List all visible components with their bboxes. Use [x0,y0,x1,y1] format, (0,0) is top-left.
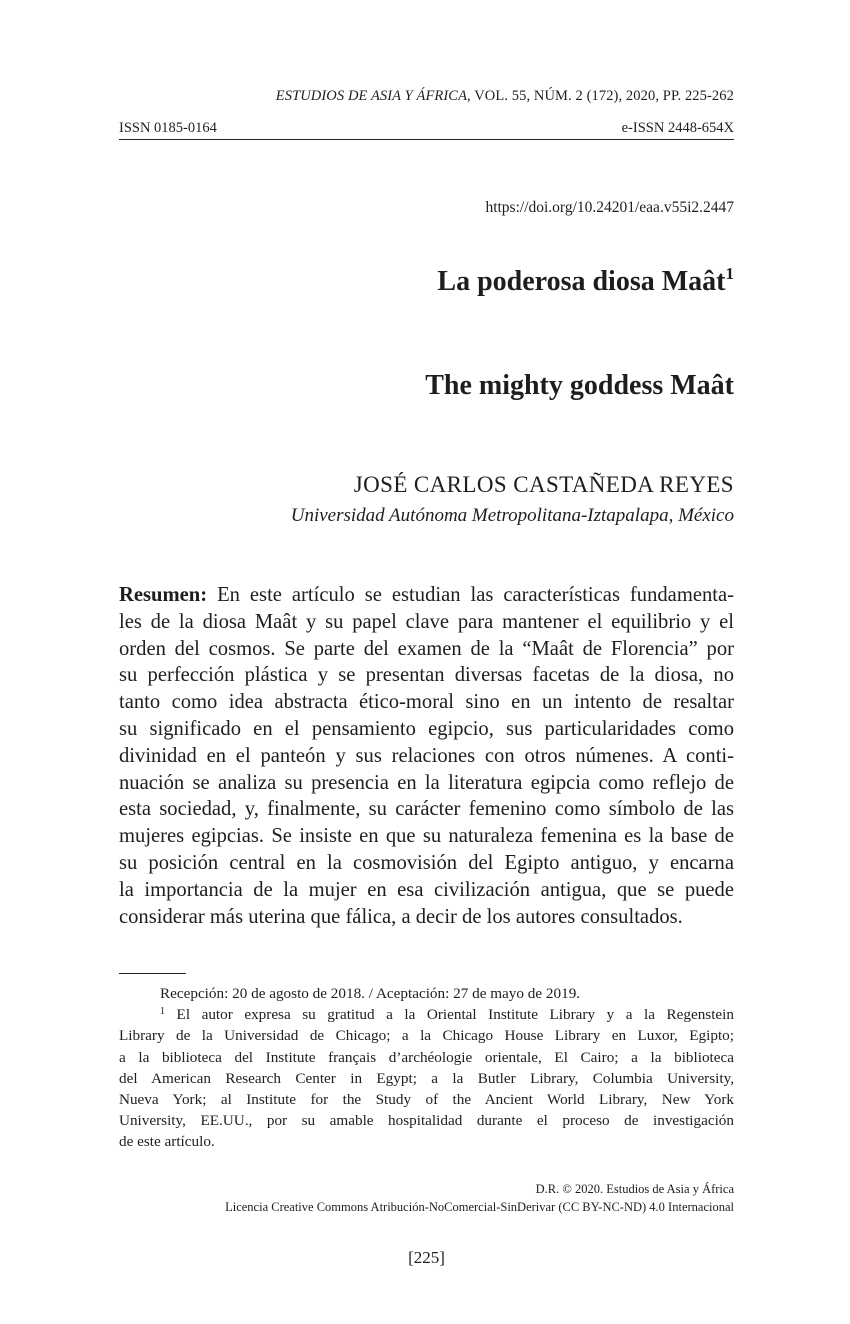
abstract-line: tanto como idea abstracta ético-moral sino en un intento de resaltar [119,691,734,714]
abstract-line: mujeres egipcias. Se insiste en que su naturaleza femenina es la base de [119,825,734,848]
journal-volume-info: , VOL. 55, NÚM. 2 (172), 2020, PP. 225-262 [467,88,734,104]
author-name: JOSÉ CARLOS CASTAÑEDA REYES [353,472,734,497]
footnote-line: a la biblioteca del Institute français d’archéologie orientale, El Cairo; a la biblioteca [119,1048,734,1066]
eissn: e-ISSN 2448-654X [621,120,734,136]
issn: ISSN 0185-0164 [119,120,217,136]
footnote-line: Library de la Universidad de Chicago; a la Chicago House Library en Luxor, Egipto; [119,1027,734,1045]
doi-link[interactable]: https://doi.org/10.24201/eaa.v55i2.2447 [485,199,734,216]
footnote-line: Nueva York; al Institute for the Study of the Ancient World Library, New York [119,1091,734,1109]
title-footnote-mark[interactable]: 1 [725,264,734,283]
abstract-line: su posición central en la cosmovisión del Egipto antiguo, y encarna [119,851,734,874]
abstract-line: orden del cosmos. Se parte del examen de la “Maât de Florencia” por [119,637,734,660]
abstract-line: la importancia de la mujer en esa civilización antigua, que se puede [119,878,734,901]
footnote-line: del American Research Center in Egypt; a la Butler Library, Columbia University, [119,1069,734,1087]
title-spanish [119,266,734,298]
footnote-divider [119,973,186,974]
abstract-line: su perfección plástica y se presentan diversas facetas de la diosa, no [119,664,734,687]
license-block [119,1180,734,1216]
abstract-line: nuación se analiza su presencia en la literatura egipcia como reflejo de [119,771,734,794]
footnotes [119,983,734,1153]
footnote-mark: 1 [160,1006,165,1018]
running-head [119,88,734,105]
journal-name: ESTUDIOS DE ASIA Y ÁFRICA [275,88,468,104]
abstract-line: esta sociedad, y, finalmente, su carácter femenino como símbolo de las [119,798,734,821]
author-affiliation: Universidad Autónoma Metropolitana-Iztapalapa, México [290,505,734,526]
issn-row [119,120,734,140]
abstract-line: Resumen: En este artículo se estudian las características fundamenta- [119,584,734,606]
footnote-line: de este artículo. [119,1133,215,1151]
footnote-line: University, EE.UU., por su amable hospitalidad durante el proceso de investigación [119,1112,734,1130]
reception-dates: Recepción: 20 de agosto de 2018. / Aceptación: 27 de mayo de 2019. [160,985,581,1002]
title-english: The mighty goddess Maât [425,370,734,401]
footnote-line: $^1$ El autor expresa su gratitud a la Oriental Institute Library y a la Regenstein [160,1006,734,1024]
abstract-line: les de la diosa Maât y su papel clave para mantener el equilibrio y el [119,610,734,633]
copyright-line: D.R. © 2020. Estudios de Asia y África [535,1182,734,1196]
abstract-line: considerar más uterina que fálica, a decir de los autores consultados. [119,905,683,928]
abstract-line: divinidad en el panteón y sus relaciones con otros númenes. A conti- [119,744,734,767]
license-line: Licencia Creative Commons Atribución-NoComercial-SinDerivar (CC BY-NC-ND) 4.0 Internacional [225,1200,734,1214]
page-number: [225] [408,1248,445,1267]
abstract [119,582,734,930]
abstract-label: Resumen: [119,584,208,606]
abstract-line: su significado en el pensamiento egipcio, sus particularidades como [119,717,734,740]
title-spanish-text: La poderosa diosa Maât [437,266,726,297]
